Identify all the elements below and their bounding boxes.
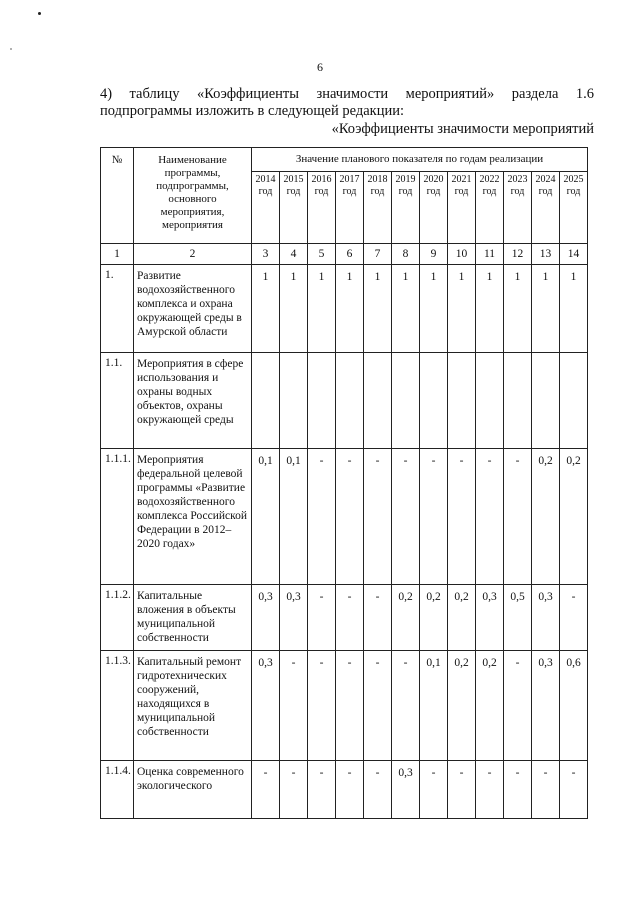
value-cell: -	[280, 761, 308, 819]
value-cell: 0,1	[252, 449, 280, 585]
column-number: 2	[134, 244, 252, 265]
column-number: 5	[308, 244, 336, 265]
row-name: Мероприятия в сфере использования и охраны водных объектов, охраны окружающей среды	[134, 353, 252, 449]
value-cell: 0,1	[280, 449, 308, 585]
value-cell: 0,3	[252, 585, 280, 651]
row-number: 1.	[101, 265, 134, 353]
row-name: Капитальный ремонт гидротехнических сооружений, находящихся в муниципальной собственности	[134, 651, 252, 761]
value-cell: -	[252, 761, 280, 819]
row-number: 1.1.1.	[101, 449, 134, 585]
column-number: 7	[364, 244, 392, 265]
value-cell: 1	[448, 265, 476, 353]
row-number: 1.1.2.	[101, 585, 134, 651]
value-cell: 1	[252, 265, 280, 353]
value-cell: -	[364, 761, 392, 819]
value-cell: 0,2	[532, 449, 560, 585]
value-cell: 1	[476, 265, 504, 353]
value-cell: -	[420, 449, 448, 585]
value-cell	[420, 353, 448, 449]
header-year: 2023 год	[504, 172, 532, 244]
value-cell: -	[364, 651, 392, 761]
value-cell: -	[336, 449, 364, 585]
table-row	[101, 353, 588, 449]
value-cell: 0,2	[420, 585, 448, 651]
value-cell: -	[560, 585, 588, 651]
page-number: 6	[317, 60, 323, 74]
intro-line-1: 4) таблицу «Коэффициенты значимости мероприятий» раздела 1.6	[100, 86, 594, 102]
header-year: 2020 год	[420, 172, 448, 244]
value-cell: -	[336, 651, 364, 761]
header-year: 2017 год	[336, 172, 364, 244]
value-cell: -	[308, 761, 336, 819]
value-cell: -	[504, 761, 532, 819]
value-cell	[392, 353, 420, 449]
header-name: Наименование программы, подпрограммы, основного мероприятия, мероприятия	[134, 148, 252, 244]
value-cell	[504, 353, 532, 449]
row-name: Развитие водохозяйственного комплекса и охрана окружающей среды в Амурской области	[134, 265, 252, 353]
coefficients-table	[100, 147, 588, 819]
value-cell: 1	[364, 265, 392, 353]
value-cell	[448, 353, 476, 449]
value-cell: 0,6	[560, 651, 588, 761]
column-number: 14	[560, 244, 588, 265]
intro-line-2: подпрограммы изложить в следующей редакции:	[100, 103, 405, 119]
value-cell: -	[420, 761, 448, 819]
column-number: 1	[101, 244, 134, 265]
value-cell: -	[560, 761, 588, 819]
scan-speck	[10, 48, 12, 50]
value-cell	[336, 353, 364, 449]
value-cell: 0,2	[448, 651, 476, 761]
value-cell: 0,3	[252, 651, 280, 761]
value-cell: -	[504, 651, 532, 761]
value-cell: -	[392, 449, 420, 585]
header-year: 2015 год	[280, 172, 308, 244]
value-cell: 0,3	[532, 651, 560, 761]
column-number: 4	[280, 244, 308, 265]
value-cell: -	[280, 651, 308, 761]
header-values-title: Значение планового показателя по годам реализации	[252, 148, 588, 172]
value-cell: 1	[392, 265, 420, 353]
value-cell: -	[336, 761, 364, 819]
value-cell: 1	[504, 265, 532, 353]
table-row	[101, 761, 588, 819]
table-row	[101, 265, 588, 353]
row-name: Оценка современного экологического	[134, 761, 252, 819]
value-cell: -	[532, 761, 560, 819]
row-number: 1.1.3.	[101, 651, 134, 761]
column-number: 6	[336, 244, 364, 265]
value-cell: 0,2	[476, 651, 504, 761]
value-cell: 0,3	[476, 585, 504, 651]
table-row	[101, 449, 588, 585]
value-cell: 0,5	[504, 585, 532, 651]
header-year: 2024 год	[532, 172, 560, 244]
value-cell: -	[364, 585, 392, 651]
value-cell	[560, 353, 588, 449]
value-cell: -	[308, 449, 336, 585]
column-number: 10	[448, 244, 476, 265]
value-cell: 0,2	[448, 585, 476, 651]
header-year: 2022 год	[476, 172, 504, 244]
value-cell	[308, 353, 336, 449]
value-cell: -	[364, 449, 392, 585]
value-cell: 0,3	[392, 761, 420, 819]
value-cell: -	[308, 651, 336, 761]
value-cell: 0,1	[420, 651, 448, 761]
value-cell: 0,3	[280, 585, 308, 651]
table-caption: «Коэффициенты значимости мероприятий	[331, 121, 594, 137]
row-name: Капитальные вложения в объекты муниципальной собственности	[134, 585, 252, 651]
row-number: 1.1.	[101, 353, 134, 449]
value-cell: -	[504, 449, 532, 585]
value-cell	[532, 353, 560, 449]
header-year: 2019 год	[392, 172, 420, 244]
column-number: 11	[476, 244, 504, 265]
table-row	[101, 585, 588, 651]
value-cell: -	[308, 585, 336, 651]
value-cell: 1	[280, 265, 308, 353]
header-year: 2021 год	[448, 172, 476, 244]
header-number: №	[101, 148, 134, 244]
value-cell: 0,2	[560, 449, 588, 585]
value-cell: -	[476, 449, 504, 585]
header-year: 2018 год	[364, 172, 392, 244]
value-cell	[252, 353, 280, 449]
value-cell: -	[448, 761, 476, 819]
value-cell: 1	[532, 265, 560, 353]
column-number: 12	[504, 244, 532, 265]
value-cell	[476, 353, 504, 449]
value-cell: -	[336, 585, 364, 651]
value-cell: 1	[308, 265, 336, 353]
value-cell	[280, 353, 308, 449]
value-cell: 1	[336, 265, 364, 353]
value-cell: 1	[560, 265, 588, 353]
value-cell: 1	[420, 265, 448, 353]
value-cell: 0,3	[532, 585, 560, 651]
table-row	[101, 651, 588, 761]
scan-speck	[38, 12, 41, 15]
column-number: 13	[532, 244, 560, 265]
header-year: 2014 год	[252, 172, 280, 244]
value-cell: 0,2	[392, 585, 420, 651]
value-cell: -	[448, 449, 476, 585]
row-number: 1.1.4.	[101, 761, 134, 819]
header-year: 2025 год	[560, 172, 588, 244]
value-cell: -	[476, 761, 504, 819]
value-cell: -	[392, 651, 420, 761]
row-name: Мероприятия федеральной целевой программы «Развитие водохозяйственного комплекса Российской Федерации в 2012–2020 годах»	[134, 449, 252, 585]
column-number: 3	[252, 244, 280, 265]
header-year: 2016 год	[308, 172, 336, 244]
column-number: 9	[420, 244, 448, 265]
column-number: 8	[392, 244, 420, 265]
value-cell	[364, 353, 392, 449]
